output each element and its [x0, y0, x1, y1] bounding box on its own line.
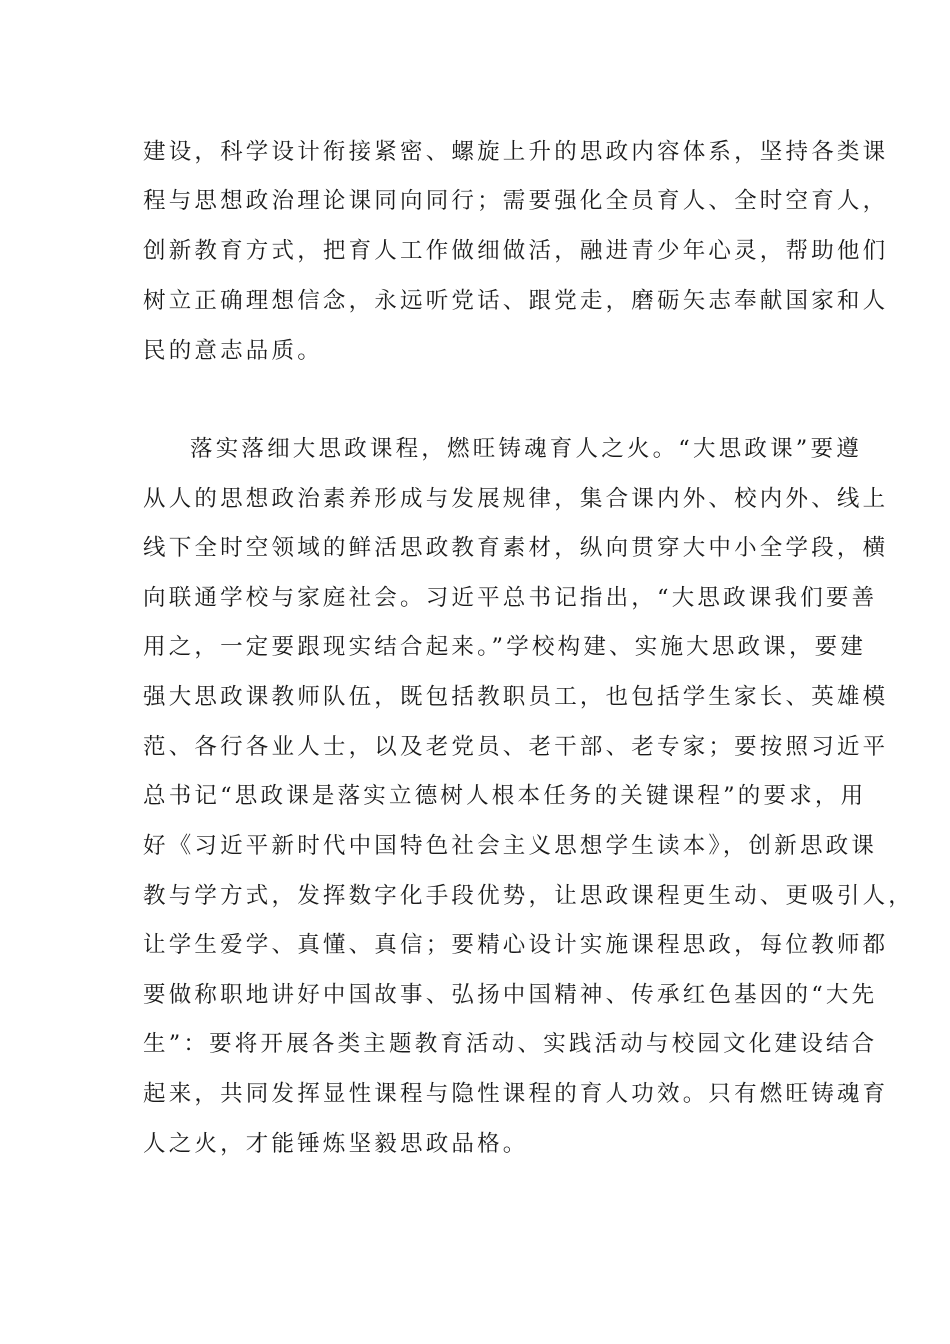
paragraph-line: 创新教育方式，把育人工作做细做活，融进青少年心灵，帮助他们 — [143, 238, 889, 264]
paragraph-line: 落实落细大思政课程，燃旺铸魂育人之火。“大思政课”要遵 — [190, 436, 862, 462]
paragraph-line: 向联通学校与家庭社会。习近平总书记指出，“大思政课我们要善 — [143, 585, 878, 611]
paragraph-line: 用之，一定要跟现实结合起来。”学校构建、实施大思政课，要建 — [143, 634, 867, 660]
paragraph-line: 线下全时空领域的鲜活思政教育素材，纵向贯穿大中小全学段，横 — [143, 535, 889, 561]
paragraph-line: 树立正确理想信念，永远听党话、跟党走，磨砺矢志奉献国家和人 — [143, 288, 889, 314]
paragraph-line: 好《习近平新时代中国特色社会主义思想学生读本》，创新思政课 — [143, 833, 878, 859]
paragraph-line: 民的意志品质。 — [143, 338, 323, 364]
paragraph-line: 总书记“思政课是落实立德树人根本任务的关键课程”的要求，用 — [143, 783, 867, 809]
paragraph-line: 教与学方式，发挥数字化手段优势，让思政课程更生动、更吸引人， — [143, 883, 915, 909]
paragraph-line: 要做称职地讲好中国故事、弘扬中国精神、传承红色基因的“大先 — [143, 982, 878, 1008]
paragraph-line: 人之火，才能锤炼坚毅思政品格。 — [143, 1131, 529, 1157]
paragraph-line: 起来，共同发挥显性课程与隐性课程的育人功效。只有燃旺铸魂育 — [143, 1081, 889, 1107]
paragraph-line: 建设，科学设计衔接紧密、螺旋上升的思政内容体系，坚持各类课 — [143, 139, 889, 165]
paragraph-line: 程与思想政治理论课同向同行；需要强化全员育人、全时空育人， — [143, 188, 889, 214]
paragraph-line: 生”：要将开展各类主题教育活动、实践活动与校园文化建设结合 — [143, 1031, 878, 1057]
paragraph-line: 范、各行各业人士，以及老党员、老干部、老专家；要按照习近平 — [143, 734, 889, 760]
paragraph-line: 从人的思想政治素养形成与发展规律，集合课内外、校内外、线上 — [143, 486, 889, 512]
paragraph-line: 让学生爱学、真懂、真信；要精心设计实施课程思政，每位教师都 — [143, 932, 889, 958]
paragraph-line: 强大思政课教师队伍，既包括教职员工，也包括学生家长、英雄模 — [143, 684, 889, 710]
